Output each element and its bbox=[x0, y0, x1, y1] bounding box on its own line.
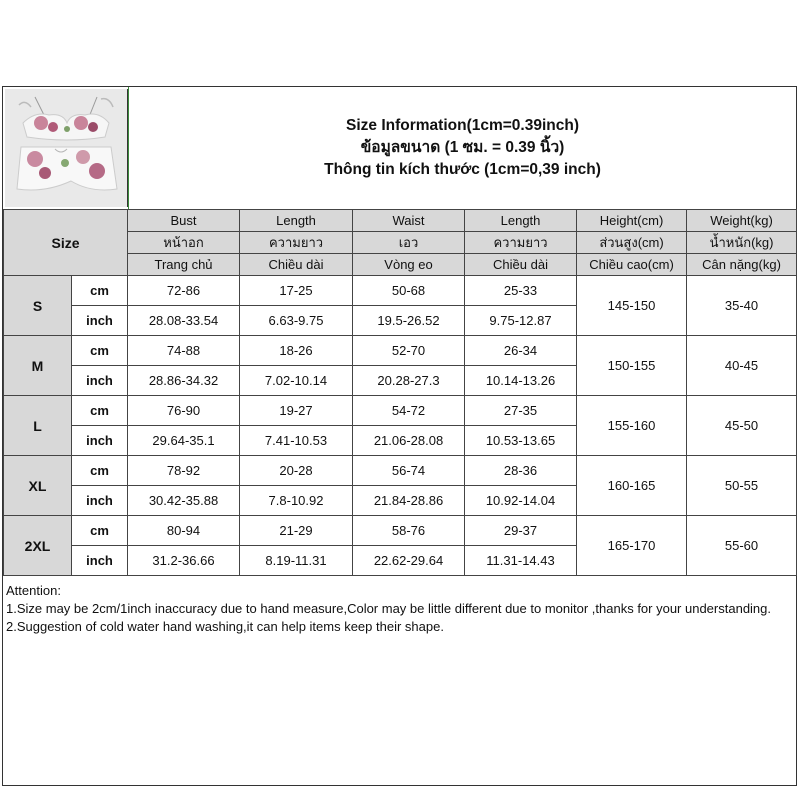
bottom-length-inch: 9.75-12.87 bbox=[465, 306, 577, 336]
waist-cm: 54-72 bbox=[353, 396, 465, 426]
bust-cm: 72-86 bbox=[128, 276, 240, 306]
col-top-length-vi: Chiều dài bbox=[240, 254, 353, 276]
bottom-length-cm: 28-36 bbox=[465, 456, 577, 486]
size-column-header: Size bbox=[4, 210, 128, 276]
header-row-en bbox=[4, 210, 797, 232]
waist-inch: 22.62-29.64 bbox=[353, 546, 465, 576]
waist-inch: 21.84-28.86 bbox=[353, 486, 465, 516]
col-bottom-length-vi: Chiều dài bbox=[465, 254, 577, 276]
col-weight-vi: Cân nặng(kg) bbox=[687, 254, 797, 276]
waist-cm: 58-76 bbox=[353, 516, 465, 546]
height-value: 160-165 bbox=[577, 456, 687, 516]
col-weight-th: น้ำหนัก(kg) bbox=[687, 232, 797, 254]
attention-note-2: 2.Suggestion of cold water hand washing,it can help items keep their shape. bbox=[6, 619, 444, 634]
col-bust-th: หน้าอก bbox=[128, 232, 240, 254]
top-length-inch: 8.19-11.31 bbox=[240, 546, 353, 576]
unit-label: cm bbox=[72, 396, 128, 426]
col-bottom-length-en: Length bbox=[465, 210, 577, 232]
table-row bbox=[4, 516, 797, 546]
waist-inch: 20.28-27.3 bbox=[353, 366, 465, 396]
bust-inch: 30.42-35.88 bbox=[128, 486, 240, 516]
col-height-th: ส่วนสูง(cm) bbox=[577, 232, 687, 254]
col-waist-th: เอว bbox=[353, 232, 465, 254]
bottom-length-inch: 10.53-13.65 bbox=[465, 426, 577, 456]
chart-header bbox=[3, 87, 796, 210]
size-label: 2XL bbox=[4, 516, 72, 576]
height-value: 165-170 bbox=[577, 516, 687, 576]
col-bust-vi: Trang chủ bbox=[128, 254, 240, 276]
size-label: L bbox=[4, 396, 72, 456]
bottom-length-inch: 10.14-13.26 bbox=[465, 366, 577, 396]
bust-cm: 78-92 bbox=[128, 456, 240, 486]
unit-label: inch bbox=[72, 546, 128, 576]
top-length-cm: 21-29 bbox=[240, 516, 353, 546]
title-english: Size Information(1cm=0.39inch) bbox=[346, 117, 579, 134]
waist-inch: 21.06-28.08 bbox=[353, 426, 465, 456]
table-row bbox=[4, 396, 797, 426]
top-length-cm: 20-28 bbox=[240, 456, 353, 486]
top-length-cm: 19-27 bbox=[240, 396, 353, 426]
col-waist-vi: Vòng eo bbox=[353, 254, 465, 276]
top-length-inch: 7.02-10.14 bbox=[240, 366, 353, 396]
waist-cm: 56-74 bbox=[353, 456, 465, 486]
bust-inch: 28.86-34.32 bbox=[128, 366, 240, 396]
size-chart bbox=[2, 86, 797, 786]
col-bust-en: Bust bbox=[128, 210, 240, 232]
lingerie-product-image bbox=[5, 89, 127, 207]
weight-value: 35-40 bbox=[687, 276, 797, 336]
bust-inch: 28.08-33.54 bbox=[128, 306, 240, 336]
size-label: M bbox=[4, 336, 72, 396]
height-value: 155-160 bbox=[577, 396, 687, 456]
title-vietnamese: Thông tin kích thước (1cm=0,39 inch) bbox=[324, 161, 601, 178]
col-waist-en: Waist bbox=[353, 210, 465, 232]
attention-note-1: 1.Size may be 2cm/1inch inaccuracy due to hand measure,Color may be little different due to monitor ,thanks for your understanding. bbox=[6, 601, 772, 616]
bottom-length-inch: 10.92-14.04 bbox=[465, 486, 577, 516]
top-length-inch: 7.8-10.92 bbox=[240, 486, 353, 516]
bottom-length-cm: 29-37 bbox=[465, 516, 577, 546]
weight-value: 50-55 bbox=[687, 456, 797, 516]
title-thai: ข้อมูลขนาด (1 ซม. = 0.39 นิ้ว) bbox=[360, 139, 565, 156]
size-label: XL bbox=[4, 456, 72, 516]
weight-value: 40-45 bbox=[687, 336, 797, 396]
table-row bbox=[4, 276, 797, 306]
attention-heading: Attention: bbox=[6, 583, 61, 598]
unit-label: inch bbox=[72, 486, 128, 516]
weight-value: 55-60 bbox=[687, 516, 797, 576]
attention-notes bbox=[3, 580, 796, 638]
unit-label: cm bbox=[72, 336, 128, 366]
top-length-inch: 6.63-9.75 bbox=[240, 306, 353, 336]
bottom-length-cm: 26-34 bbox=[465, 336, 577, 366]
bust-inch: 31.2-36.66 bbox=[128, 546, 240, 576]
bottom-length-cm: 27-35 bbox=[465, 396, 577, 426]
top-length-cm: 17-25 bbox=[240, 276, 353, 306]
title-block bbox=[129, 87, 796, 209]
table-row bbox=[4, 456, 797, 486]
weight-value: 45-50 bbox=[687, 396, 797, 456]
col-weight-en: Weight(kg) bbox=[687, 210, 797, 232]
bottom-length-cm: 25-33 bbox=[465, 276, 577, 306]
col-height-vi: Chiều cao(cm) bbox=[577, 254, 687, 276]
unit-label: inch bbox=[72, 366, 128, 396]
unit-label: inch bbox=[72, 426, 128, 456]
top-length-inch: 7.41-10.53 bbox=[240, 426, 353, 456]
unit-label: cm bbox=[72, 456, 128, 486]
bottom-length-inch: 11.31-14.43 bbox=[465, 546, 577, 576]
waist-cm: 50-68 bbox=[353, 276, 465, 306]
col-bottom-length-th: ความยาว bbox=[465, 232, 577, 254]
waist-cm: 52-70 bbox=[353, 336, 465, 366]
col-height-en: Height(cm) bbox=[577, 210, 687, 232]
col-top-length-en: Length bbox=[240, 210, 353, 232]
bust-inch: 29.64-35.1 bbox=[128, 426, 240, 456]
waist-inch: 19.5-26.52 bbox=[353, 306, 465, 336]
bust-cm: 76-90 bbox=[128, 396, 240, 426]
unit-label: cm bbox=[72, 516, 128, 546]
bust-cm: 80-94 bbox=[128, 516, 240, 546]
unit-label: cm bbox=[72, 276, 128, 306]
size-table bbox=[3, 209, 797, 576]
bust-cm: 74-88 bbox=[128, 336, 240, 366]
table-row bbox=[4, 336, 797, 366]
height-value: 150-155 bbox=[577, 336, 687, 396]
col-top-length-th: ความยาว bbox=[240, 232, 353, 254]
product-photo bbox=[5, 89, 128, 207]
unit-label: inch bbox=[72, 306, 128, 336]
top-length-cm: 18-26 bbox=[240, 336, 353, 366]
height-value: 145-150 bbox=[577, 276, 687, 336]
size-label: S bbox=[4, 276, 72, 336]
